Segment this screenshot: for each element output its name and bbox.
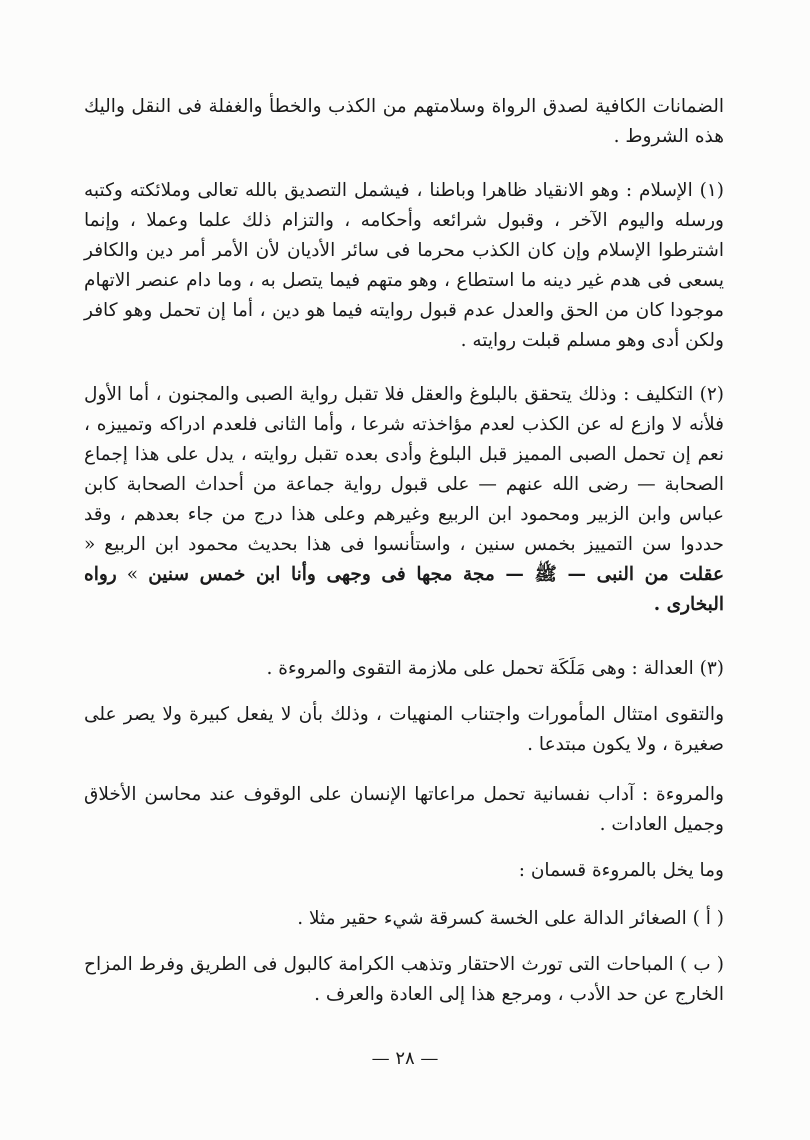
page-number: — ٢٨ —: [371, 1048, 439, 1069]
taklif-text: (٢) التكليف : وذلك يتحقق بالبلوغ والعقل فلا تقبل رواية الصبى والمجنون ، أما الأول فلأنه لا وازع له عن الكذب لعدم مؤاخذته شرعا ، وأما الثانى فلعدم ادراكه وتمييزه ، نعم إن تحمل الصبى المميز قبل البلوغ وأدى بعده تقبل روايته ، يدل على هذا إجماع الصحابة — رضى الله عنهم — على قبول رواية جماعة من أحداث الصحابة كابن عباس وابن الزبير ومحمود ابن الربيع وغيرهم وعلى هذا درج من جاء بعدهم ، وقد حددوا سن التمييز بخمس سنين ، واستأنسوا فى هذا بحديث محمود ابن الربيع «: [84, 384, 725, 555]
adala-text: (٣) العدالة : وهى مَلَكَة تحمل على ملازمة التقوى والمروءة .: [266, 658, 724, 679]
muruah-text: والمروءة : آداب نفسانية تحمل مراعاتها الإنسان على الوقوف عند محاسن الأخلاق وجميل العادات .: [84, 784, 724, 835]
yukhil-text: وما يخل بالمروءة قسمان :: [518, 860, 724, 881]
taklif-paragraph: [84, 380, 724, 620]
item-alif: [84, 904, 724, 934]
muruah-paragraph: [84, 780, 724, 840]
hadith-close-mark: »: [126, 564, 139, 585]
item-ba: [84, 950, 724, 1010]
yukhil-paragraph: [84, 856, 724, 886]
islam-paragraph: [84, 176, 724, 356]
intro-text: الضمانات الكافية لصدق الرواة وسلامتهم من الكذب والخطأ والغفلة فى النقل واليك هذه الشروط .: [84, 96, 724, 147]
item-ba-text: ( ب ) المباحات التى تورث الاحتقار وتذهب الكرامة كالبول فى الطريق وفرط المزاح الخارج عن حد الأدب ، ومرجع هذا إلى العادة والعرف .: [84, 954, 724, 1005]
islam-text: (١) الإسلام : وهو الانقياد ظاهرا وباطنا ، فيشمل التصديق بالله تعالى وملائكته وكتبه ورسله واليوم الآخر ، وقبول شرائعه وأحكامه ، والتزام ذلك علما وعملا ، وإنما اشترطوا الإسلام وإن كان الكذب محرما فى سائر الأديان لأن الأمر أمر دين والكافر يسعى فى هدم غير دينه ما استطاع ، وهو متهم فيما يتصل به ، وما دام عنصر الاتهام موجودا كان من الحق والعدل عدم قبول روايته فيما هو دين ، أما إن تحمل وهو كافر ولكن أدى وهو مسلم قبلت روايته .: [84, 180, 724, 351]
intro-paragraph: [84, 92, 724, 152]
item-alif-text: ( أ ) الصغائر الدالة على الخسة كسرقة شيء حقير مثلا .: [297, 908, 724, 929]
taqwa-text: والتقوى امتثال المأمورات واجتناب المنهيات ، وذلك بأن لا يفعل كبيرة ولا يصر على صغيرة ، ولا يكون مبتدعا .: [84, 704, 724, 755]
hadith-quote: عقلت من النبى — ﷺ — مجة مجها فى وجهى وأنا ابن خمس سنين: [148, 564, 724, 585]
adala-paragraph: [84, 654, 724, 684]
hadith-source: رواه البخارى .: [84, 564, 724, 615]
taqwa-paragraph: [84, 700, 724, 760]
